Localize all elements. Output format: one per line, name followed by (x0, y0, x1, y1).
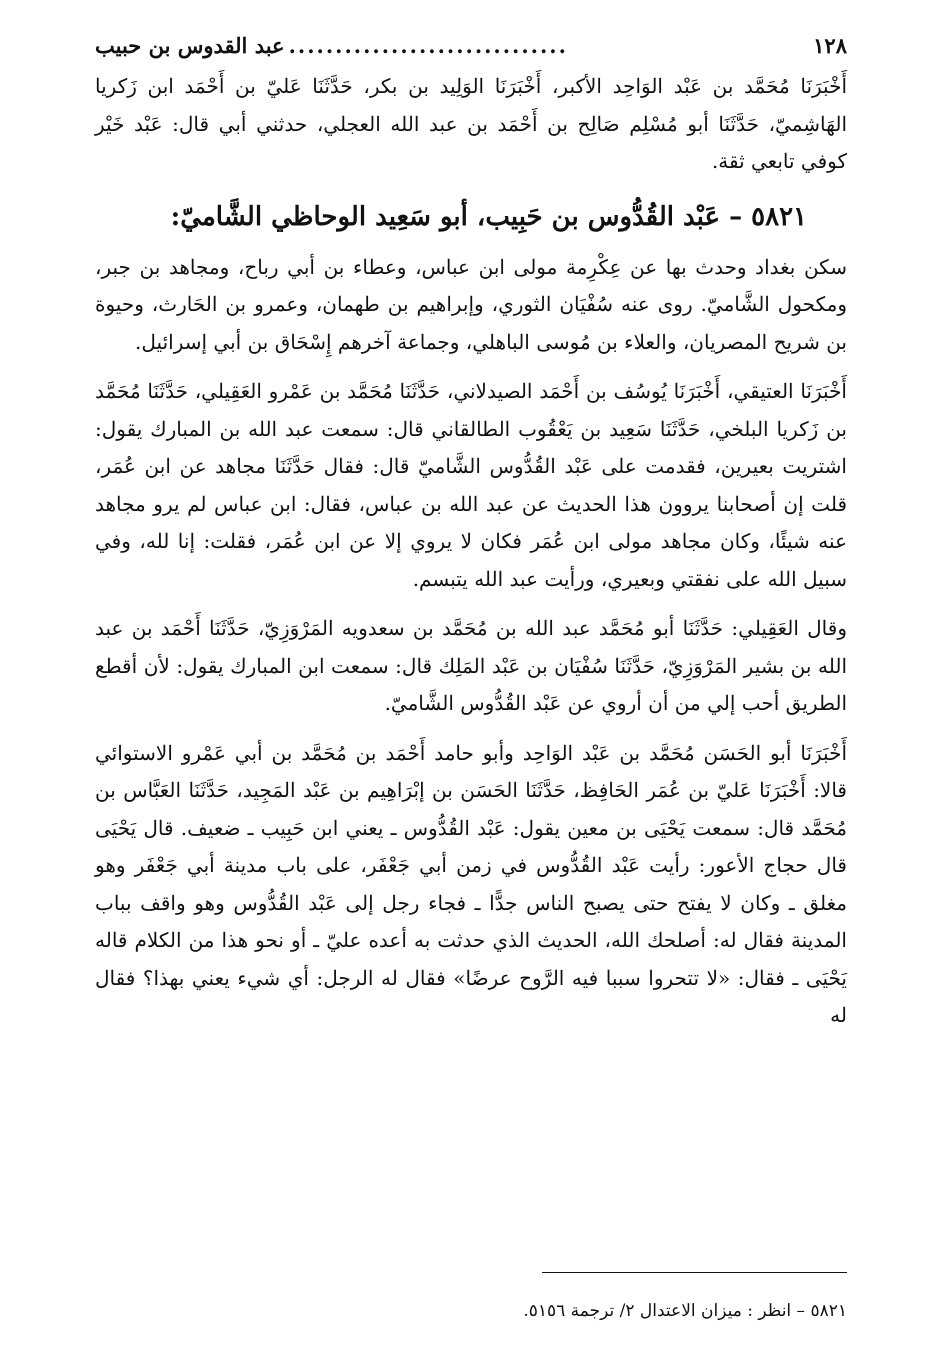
intro-paragraph: أَخْبَرَنَا مُحَمَّد بن عَبْد الوَاحِد الأكبر، أَخْبَرَنَا الوَلِيد بن بكر، حَدَّثَنَا عَليّ بن أَحْمَد ابن زَكريا الهَاشِميّ، حَدَّثَنَا أبو مُسْلِم صَالِح بن أَحْمَد بن عبد الله العجلي، حدثني أبي قال: عَبْد خَيْر كوفي تابعي ثقة. (95, 74, 847, 173)
page-number: ١٢٨ (813, 33, 847, 58)
entry-paragraph-2: أَخْبَرَنَا العتيقي، أَخْبَرَنَا يُوسُف بن أَحْمَد الصيدلاني، حَدَّثَنَا مُحَمَّد بن عَمْرو العَقِيلي، حَدَّثَنَا مُحَمَّد بن زَكريا البلخي، حَدَّثَنَا سَعِيد بن يَعْقُوب الطالقاني قال: سمعت عبد الله بن المبارك يقول: اشتريت بعيرين، فقدمت على عَبْد القُدُّوس الشَّاميّ قال: فقال حَدَّثَنَا مجاهد عن ابن عُمَر، قلت إن أصحابنا يروون هذا الحديث عن عبد الله بن عباس، فقال: ابن عباس لم يرو مجاهد عنه شيئًا، وكان مجاهد مولى ابن عُمَر فكان لا يروي إلا عن ابن عُمَر، فقلت: إنا لله، وفي سبيل الله على نفقتي وبعيري، ورأيت عبد الله يتبسم. (95, 379, 848, 591)
entry-paragraph-3: وقال العَقِيلي: حَدَّثَنَا أبو مُحَمَّد عبد الله بن مُحَمَّد بن سعدويه المَرْوَزِيّ، حَدَّثَنَا أَحْمَد بن عبد الله بن بشير المَرْوَزِيّ، حَدَّثَنَا سُفْيَان بن عَبْد المَلِك قال: سمعت ابن المبارك يقول: لأن أقطع الطريق أحب إلي من أن أروي عن عَبْد القُدُّوس الشَّاميّ. (95, 616, 847, 715)
running-title: عبد القدوس بن حبيب (95, 33, 285, 58)
book-page (95, 30, 847, 1330)
running-header (95, 30, 847, 62)
entry-paragraph-1: سكن بغداد وحدث بها عن عِكْرِمة مولى ابن عباس، وعطاء بن أبي رباح، ومجاهد بن جبر، ومكحول الشَّاميّ. روى عنه سُفْيَان الثوري، وإبراهيم بن طهمان، وعمرو بن الحَارث، وحيوة بن شريح المصريان، والعلاء بن مُوسى الباهلي، وجماعة آخرهم إِسْحَاق بن أبي إسرائيل. (95, 254, 847, 354)
entry-paragraph-4: أَخْبَرَنَا أبو الحَسَن مُحَمَّد بن عَبْد الوَاحِد وأبو حامد أَحْمَد بن مُحَمَّد بن أبي عَمْرو الاستوائي قالا: أَخْبَرَنَا عَليّ بن عُمَر الحَافِظ، حَدَّثَنَا الحَسَن بن إبْرَاهِيم بن عَبْد المَجِيد، حَدَّثَنَا العَبَّاس بن مُحَمَّد قال: سمعت يَحْيَى بن معين يقول: عَبْد القُدُّوس ـ يعني ابن حَبِيب ـ ضعيف. قال يَحْيَى قال حجاج الأعور: رأيت عَبْد القُدُّوس في زمن أبي جَعْفَر، على باب مدينة أبي جَعْفَر وهو مغلق ـ وكان لا يفتح حتى يصبح الناس جدًّا ـ فجاء رجل إلى عَبْد القُدُّوس وهو واقف بباب المدينة فقال له: أصلحك الله، الحديث الذي حدثت به أعده عليّ ـ أو نحو هذا من الكلام قاله يَحْيَى ـ فقال: «لا تتحروا سببا فيه الرَّوح عرضًا» فقال له الرجل: أي شيء يعني بهذا؟ فقال له (95, 740, 847, 1027)
header-leader-dots: .............................. (288, 33, 568, 58)
entry-heading: ٥٨٢١ – عَبْد القُدُّوس بن حَبِيب، أبو سَعِيد الوحاظي الشَّاميّ: (170, 201, 807, 232)
footnote-divider (542, 1272, 847, 1273)
footnote: ٥٨٢١ – انظر : ميزان الاعتدال ٢/ ترجمة ٥١٥٦. (523, 1301, 847, 1321)
